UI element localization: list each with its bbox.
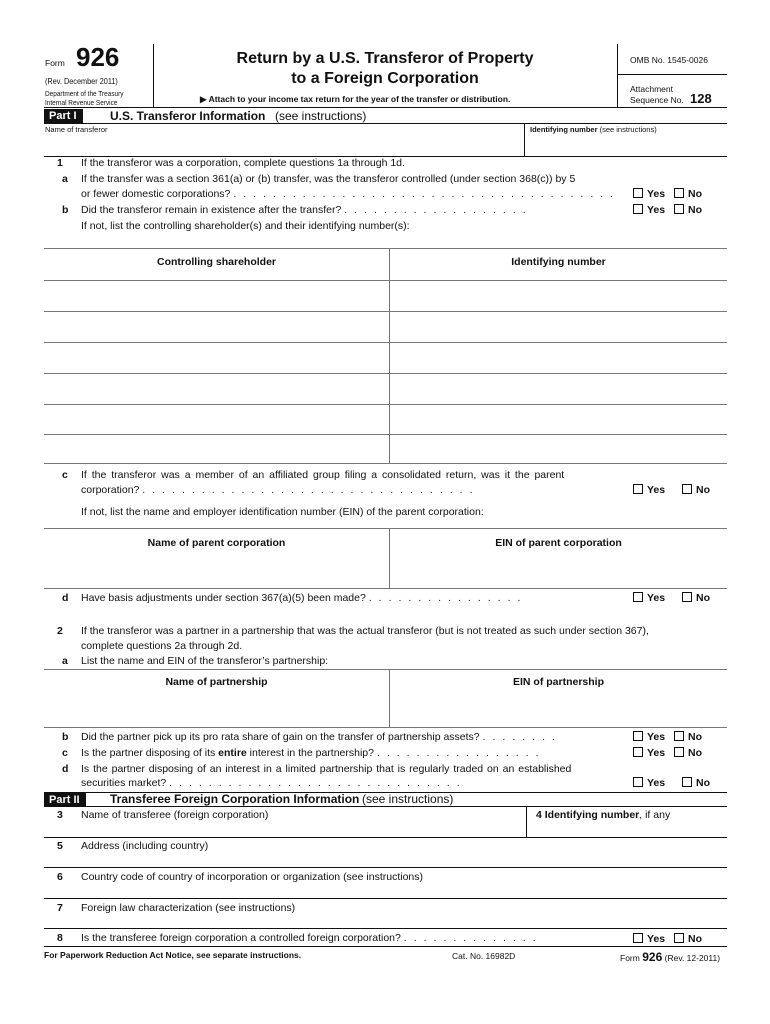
q1d-no-checkbox[interactable] xyxy=(682,592,692,602)
line-8-number: 8 xyxy=(57,932,63,944)
line-4-label-rest: , if any xyxy=(639,809,671,821)
q1-number: 1 xyxy=(57,157,63,169)
line-8-yes-no xyxy=(633,933,702,945)
q1b-yes-checkbox[interactable] xyxy=(633,204,643,214)
line-3-4-divider xyxy=(526,806,527,837)
partnership-table-bottom xyxy=(44,727,727,728)
shareholder-row-rule xyxy=(44,434,727,435)
part-1-tag: Part I xyxy=(44,109,83,123)
col-partnership-ein: EIN of partnership xyxy=(512,676,604,688)
q1b-text xyxy=(81,204,533,216)
line-7-bottom-rule xyxy=(44,928,727,929)
q2a-text: List the name and EIN of the transferor’s partnership: xyxy=(81,655,329,667)
q1c-text-line-2 xyxy=(81,484,479,496)
q2b-yes-checkbox[interactable] xyxy=(633,731,643,741)
line-8-no-checkbox[interactable] xyxy=(674,933,684,943)
q1c-yes-checkbox[interactable] xyxy=(633,484,643,494)
q1d-yes-no xyxy=(633,592,710,604)
q2c-no-label: No xyxy=(688,747,703,759)
q1a-letter: a xyxy=(62,173,68,185)
q2b-dot-leader: ........ xyxy=(482,731,562,743)
q1b-dot-leader: ................... xyxy=(344,204,533,216)
q1c-letter: c xyxy=(62,469,68,481)
q1a-no-checkbox[interactable] xyxy=(674,188,684,198)
shareholder-row-rule xyxy=(44,280,727,281)
q2b-yes-label: Yes xyxy=(647,731,666,743)
q2-text-line-1: If the transferor was a partner in a partnership that was the actual transferor (but is not treated as such under section 367), xyxy=(81,625,649,637)
q1b-if-not: If not, list the controlling shareholder(s) and their identifying number(s): xyxy=(81,220,410,232)
line-5-bottom-rule xyxy=(44,867,727,868)
part-2-title: Transferee Foreign Corporation Information xyxy=(110,792,360,806)
shareholder-table-top xyxy=(44,248,727,249)
omb-number: OMB No. 1545-0026 xyxy=(630,55,708,65)
footer-form-id xyxy=(620,950,720,964)
transferor-name-label: Name of transferor xyxy=(45,125,108,134)
paperwork-notice: For Paperwork Reduction Act Notice, see separate instructions. xyxy=(44,950,302,960)
q2d-question: securities market? xyxy=(81,777,167,789)
q1a-text-line-1: If the transfer was a section 361(a) or (b) transfer, was the transferor controlled (under section 368(c)) by 5 xyxy=(81,173,576,185)
line-3-bottom-rule xyxy=(44,837,727,838)
sequence-label: Sequence No. xyxy=(630,95,684,105)
form-number: 926 xyxy=(76,42,120,72)
q2c-question-bold: entire xyxy=(218,747,247,759)
q1b-no-checkbox[interactable] xyxy=(674,204,684,214)
omb-divider xyxy=(617,74,727,75)
q1b-yes-label: Yes xyxy=(647,204,666,216)
q1c-no-checkbox[interactable] xyxy=(682,484,692,494)
q1a-yes-label: Yes xyxy=(647,188,666,200)
q1a-dot-leader: ....................................... xyxy=(233,188,621,200)
parent-table-top xyxy=(44,528,727,529)
footer-form-number: 926 xyxy=(642,950,663,964)
line-8-no-label: No xyxy=(688,933,703,945)
line-7-number: 7 xyxy=(57,902,63,914)
q2d-no-checkbox[interactable] xyxy=(682,777,692,787)
q1a-yes-checkbox[interactable] xyxy=(633,188,643,198)
catalog-number: Cat. No. 16982D xyxy=(452,951,516,961)
part-1-title-note: (see instructions) xyxy=(275,109,367,123)
title-line-1: Return by a U.S. Transferor of Property xyxy=(236,50,534,67)
q1a-question: or fewer domestic corporations? xyxy=(81,188,231,200)
q1d-letter: d xyxy=(62,592,69,604)
part-2-tag: Part II xyxy=(44,793,86,807)
q1d-yes-label: Yes xyxy=(647,592,666,604)
q2c-yes-checkbox[interactable] xyxy=(633,747,643,757)
attach-instruction: ▶ Attach to your income tax return for the year of the transfer or distribution. xyxy=(200,94,511,104)
q1c-no-label: No xyxy=(696,484,711,496)
transferor-id-label: Identifying number xyxy=(530,125,598,134)
q1b-letter: b xyxy=(62,204,69,216)
q1d-yes-checkbox[interactable] xyxy=(633,592,643,602)
shareholder-row-rule xyxy=(44,342,727,343)
header-divider-right xyxy=(617,44,618,107)
line-5-number: 5 xyxy=(57,840,63,852)
col-identifying-number: Identifying number xyxy=(511,256,606,268)
transferor-id-note: (see instructions) xyxy=(599,125,657,134)
q2a-letter: a xyxy=(62,655,68,667)
q2b-no-checkbox[interactable] xyxy=(674,731,684,741)
q2c-no-checkbox[interactable] xyxy=(674,747,684,757)
line-6-label: Country code of country of incorporation or organization (see instructions) xyxy=(81,871,424,883)
line-4-label xyxy=(536,809,670,821)
line-8-text xyxy=(81,932,543,944)
line-8-question: Is the transferee foreign corporation a controlled foreign corporation? xyxy=(81,932,401,944)
q2c-yes-label: Yes xyxy=(647,747,666,759)
line-4-number: 4 xyxy=(536,809,542,821)
form-word: Form xyxy=(45,58,65,68)
line-5-label: Address (including country) xyxy=(81,840,209,852)
shareholder-row-rule xyxy=(44,373,727,374)
form-bottom-rule xyxy=(44,946,727,947)
q1c-question: corporation? xyxy=(81,484,140,496)
q2b-letter: b xyxy=(62,731,69,743)
header-divider-left xyxy=(153,44,154,107)
q1c-text-line-1: If the transferor was a member of an affiliated group filing a consolidated return, was it the parent xyxy=(81,469,565,481)
q1d-question: Have basis adjustments under section 367(a)(5) been made? xyxy=(81,592,366,604)
q2d-text-line-1: Is the partner disposing of an interest in a limited partnership that is regularly traded on an established xyxy=(81,763,572,775)
line-4-label-bold: Identifying number xyxy=(544,809,640,821)
header-bottom-rule xyxy=(44,107,727,108)
q2c-question-post: interest in the partnership? xyxy=(246,747,374,759)
line-6-bottom-rule xyxy=(44,898,727,899)
shareholder-table-bottom xyxy=(44,463,727,464)
q2c-letter: c xyxy=(62,747,68,759)
q1b-yes-no xyxy=(633,204,702,216)
q1a-text-line-2 xyxy=(81,188,620,200)
q1c-yes-no xyxy=(633,484,710,496)
col-parent-corporation: Name of parent corporation xyxy=(147,537,286,549)
q1b-question: Did the transferor remain in existence after the transfer? xyxy=(81,204,342,216)
department: Department of the Treasury xyxy=(45,89,124,98)
q1b-no-label: No xyxy=(688,204,703,216)
footer-form-word: Form xyxy=(620,953,640,963)
line-3-number: 3 xyxy=(57,809,63,821)
partnership-table-top xyxy=(44,669,727,670)
title-line-2: to a Foreign Corporation xyxy=(291,70,479,87)
q1c-yes-label: Yes xyxy=(647,484,666,496)
line-7-label: Foreign law characterization (see instructions) xyxy=(81,902,296,914)
form-title xyxy=(155,49,615,89)
sequence-number: 128 xyxy=(690,91,712,106)
q1d-text xyxy=(81,592,527,604)
line-3-label: Name of transferee (foreign corporation) xyxy=(81,809,269,821)
col-partnership-name: Name of partnership xyxy=(165,676,268,688)
q1d-no-label: No xyxy=(696,592,711,604)
q2b-no-label: No xyxy=(688,731,703,743)
part-2-title-note: (see instructions) xyxy=(362,792,454,806)
line-8-yes-checkbox[interactable] xyxy=(633,933,643,943)
line-8-dot-leader: .............. xyxy=(403,932,543,944)
q1-text: If the transferor was a corporation, complete questions 1a through 1d. xyxy=(81,157,405,169)
footer-revision: (Rev. 12-2011) xyxy=(664,953,721,963)
q1a-no-label: No xyxy=(688,188,703,200)
attachment-label: Attachment xyxy=(630,84,673,94)
col-parent-ein: EIN of parent corporation xyxy=(495,537,622,549)
q2c-text xyxy=(81,747,546,759)
parent-table-bottom xyxy=(44,588,727,589)
q1c-dot-leader: .................................. xyxy=(142,484,480,496)
q2b-yes-no xyxy=(633,731,702,743)
q2d-dot-leader: .............................. xyxy=(169,777,467,789)
q2d-yes-label: Yes xyxy=(647,777,666,789)
line-6-number: 6 xyxy=(57,871,63,883)
part-1-title: U.S. Transferor Information xyxy=(110,109,266,123)
q1a-yes-no xyxy=(633,188,702,200)
agency: Internal Revenue Service xyxy=(45,98,118,107)
q2d-no-label: No xyxy=(696,777,711,789)
shareholder-row-rule xyxy=(44,311,727,312)
q2-number: 2 xyxy=(57,625,63,637)
q2-text-line-2: complete questions 2a through 2d. xyxy=(81,640,243,652)
transferor-id-label-wrap xyxy=(530,125,657,134)
q2b-text xyxy=(81,731,562,743)
q2c-yes-no xyxy=(633,747,702,759)
q2c-dot-leader: ................. xyxy=(376,747,546,759)
revision-date: (Rev. December 2011) xyxy=(45,76,118,86)
col-controlling-shareholder: Controlling shareholder xyxy=(156,256,276,268)
q2d-letter: d xyxy=(62,763,69,775)
q2d-yes-checkbox[interactable] xyxy=(633,777,643,787)
q2c-question-pre: Is the partner disposing of its xyxy=(81,747,219,759)
shareholder-row-rule xyxy=(44,404,727,405)
q2d-text-line-2 xyxy=(81,777,467,789)
part-1-rule xyxy=(44,123,727,124)
q1d-dot-leader: ................ xyxy=(368,592,528,604)
name-id-divider xyxy=(524,123,525,156)
q2d-yes-no xyxy=(633,777,710,789)
part-2-rule xyxy=(44,806,727,807)
line-8-yes-label: Yes xyxy=(647,933,666,945)
q2b-question: Did the partner pick up its pro rata share of gain on the transfer of partnership assets? xyxy=(81,731,480,743)
q1c-if-not: If not, list the name and employer identification number (EIN) of the parent corporation: xyxy=(81,506,484,518)
